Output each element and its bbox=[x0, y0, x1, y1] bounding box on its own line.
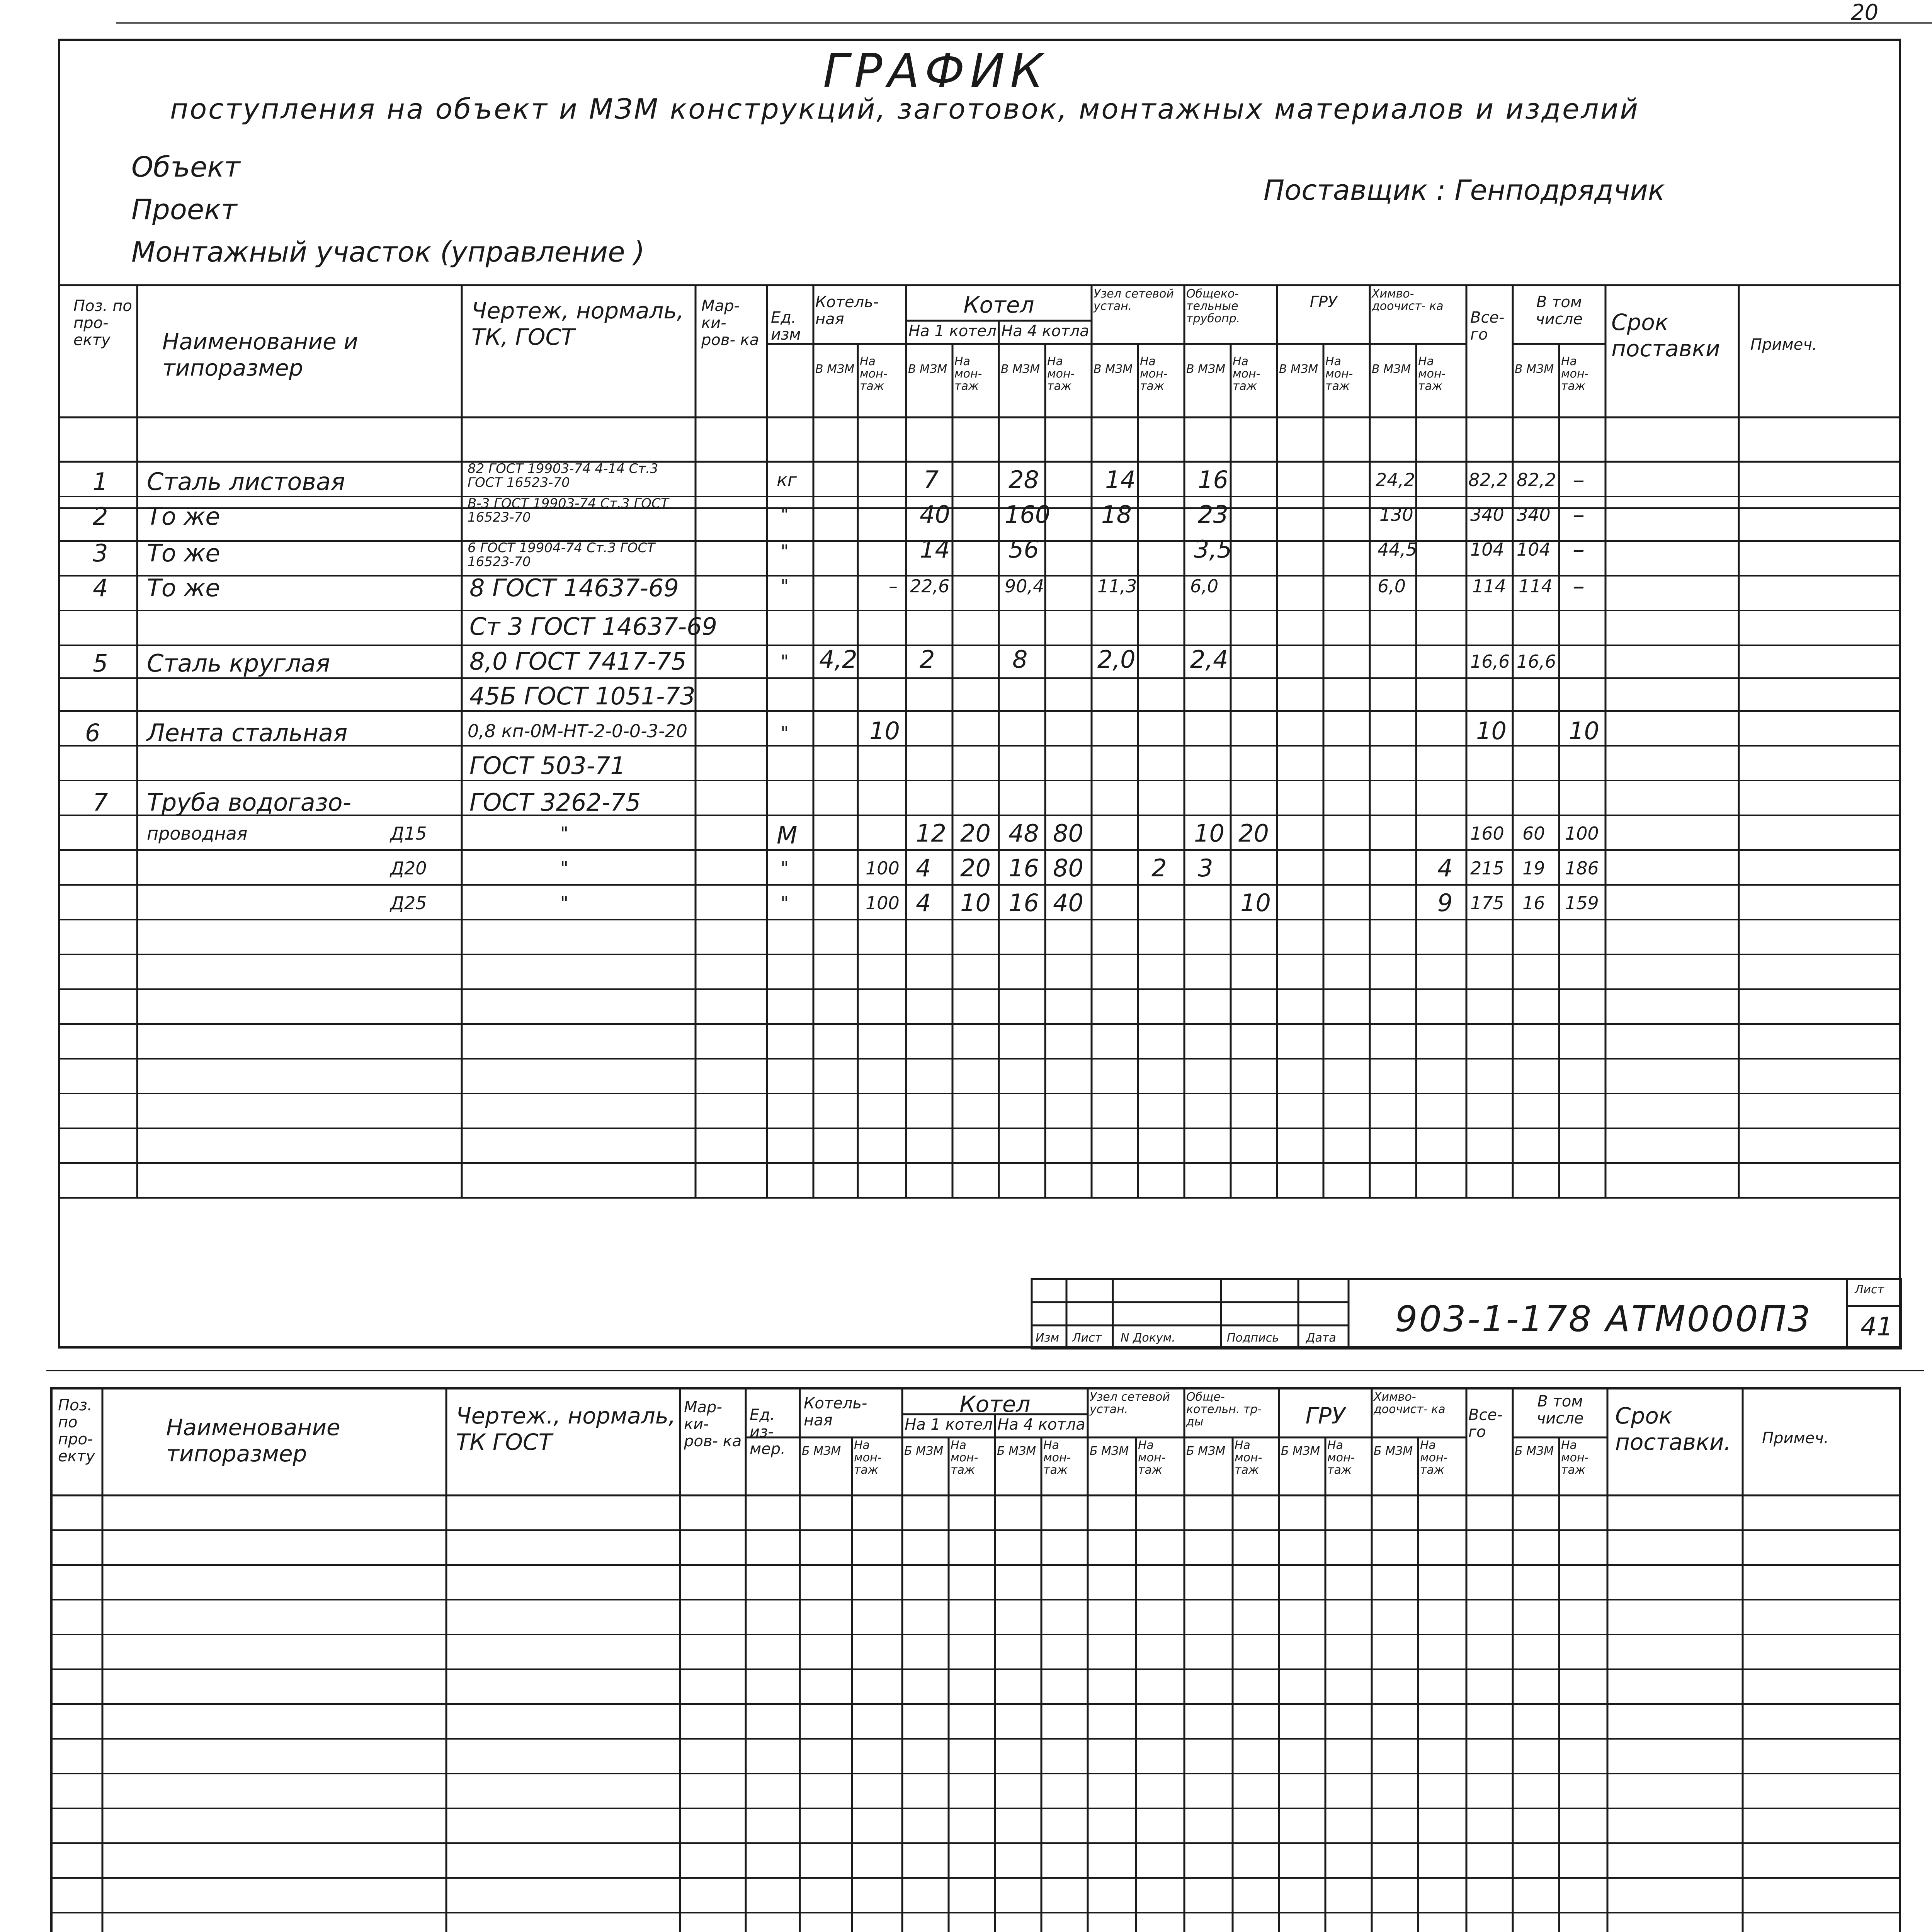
row7b-c9: 3 bbox=[1198, 854, 1213, 882]
supplier-label: Поставщик : Генподрядчик bbox=[1264, 174, 1665, 206]
stamp1-date: Дата bbox=[1306, 1331, 1336, 1345]
hdr2-pos: Поз. по про- екту bbox=[58, 1396, 95, 1465]
row7b-c2: 100 bbox=[866, 858, 900, 879]
hdr2-water: Химво- доочист- ка bbox=[1374, 1390, 1446, 1416]
row7b-c4: 20 bbox=[960, 854, 991, 882]
row4-pos: 4 bbox=[93, 574, 108, 602]
row7a-c5: 48 bbox=[1009, 819, 1039, 847]
row2-c3: 40 bbox=[920, 500, 950, 529]
row1-mont: – bbox=[1573, 466, 1585, 494]
row6-drawing: 0,8 кп-0М-НТ-2-0-0-3-20 bbox=[468, 721, 688, 742]
row6-unit: " bbox=[781, 723, 789, 743]
hdr-drawing: Чертеж, нормаль, ТК, ГОСТ bbox=[471, 298, 684, 350]
hdr-gru: ГРУ bbox=[1310, 293, 1337, 311]
row2-name: То же bbox=[147, 502, 220, 531]
row4-c5: 90,4 bbox=[1005, 576, 1044, 597]
sub-mzm: В МЗМ bbox=[1515, 362, 1554, 376]
sub2-montazh: На мон- таж bbox=[1043, 1439, 1071, 1477]
sub2-montazh: На мон- таж bbox=[1420, 1439, 1448, 1477]
row4-unit: " bbox=[781, 576, 789, 597]
row5-c1: 4,2 bbox=[819, 645, 857, 673]
row2-drawing: В-3 ГОСТ 19903-74 Ст.3 ГОСТ 16523-70 bbox=[468, 496, 669, 525]
sub-montazh: На мон- таж bbox=[1325, 355, 1353, 393]
hdr2-unit: Ед. из- мер. bbox=[750, 1406, 786, 1458]
row3-mzm: 104 bbox=[1517, 539, 1551, 560]
row5-pos: 5 bbox=[93, 649, 108, 677]
sheet1-title: ГРАФИК bbox=[823, 44, 1049, 98]
sub-montazh: На мон- таж bbox=[1047, 355, 1075, 393]
row1-c5: 28 bbox=[1009, 466, 1039, 494]
row5-total: 16,6 bbox=[1470, 651, 1510, 672]
row5-unit: " bbox=[781, 651, 789, 672]
sub2-mzm: Б МЗМ bbox=[1374, 1444, 1413, 1458]
hdr-note: Примеч. bbox=[1750, 336, 1817, 354]
project-label: Проект bbox=[131, 193, 237, 226]
row2-c5: 160 bbox=[1005, 500, 1051, 529]
hdr-pipes: Общеко- тельные трубопр. bbox=[1186, 287, 1240, 325]
sub2-montazh: На мон- таж bbox=[1138, 1439, 1166, 1477]
row6-name: Лента стальная bbox=[147, 719, 348, 747]
sub-mzm: В МЗМ bbox=[1001, 362, 1040, 376]
hdr2-total: Все- го bbox=[1468, 1406, 1503, 1441]
sub2-montazh: На мон- таж bbox=[1327, 1439, 1355, 1477]
row5-drawing: 8,0 ГОСТ 7417-75 bbox=[469, 647, 687, 675]
sub2-montazh: На мон- таж bbox=[1561, 1439, 1589, 1477]
row3-unit: " bbox=[781, 541, 789, 562]
row7b-total: 215 bbox=[1470, 858, 1504, 879]
row5-mzm: 16,6 bbox=[1517, 651, 1556, 672]
sub-mzm: В МЗМ bbox=[1279, 362, 1318, 376]
sheet-separator bbox=[46, 1370, 1924, 1371]
row4-total: 114 bbox=[1472, 576, 1506, 597]
row3-c9: 3,5 bbox=[1194, 535, 1232, 563]
row4-drawing: 8 ГОСТ 14637-69 bbox=[469, 574, 679, 602]
hdr2-drawing: Чертеж., нормаль, ТК ГОСТ bbox=[456, 1403, 676, 1455]
row1-total: 82,2 bbox=[1468, 469, 1508, 490]
sub-mzm: В МЗМ bbox=[815, 362, 855, 376]
sub2-mzm: Б МЗМ bbox=[1186, 1444, 1226, 1458]
row4-c7: 11,3 bbox=[1097, 576, 1137, 597]
row7c-c6: 40 bbox=[1053, 889, 1083, 917]
row7c-c5: 16 bbox=[1009, 889, 1039, 917]
row6b-drawing: ГОСТ 503-71 bbox=[469, 752, 626, 780]
row7a-c9: 10 bbox=[1194, 819, 1225, 847]
row2-c7: 18 bbox=[1101, 500, 1132, 529]
row1-c9: 16 bbox=[1198, 466, 1228, 494]
sub-montazh: На мон- таж bbox=[954, 355, 982, 393]
sub2-montazh: На мон- таж bbox=[1235, 1439, 1262, 1477]
hdr2-network: Узел сетевой устан. bbox=[1090, 1390, 1170, 1416]
row1-c3: 7 bbox=[923, 466, 939, 494]
row7a-size: Д15 bbox=[390, 823, 427, 844]
sheet1-subtitle: поступления на объект и МЗМ конструкций, заготовок, монтажных материалов и изделий bbox=[170, 93, 1639, 125]
sub-montazh: На мон- таж bbox=[860, 355, 888, 393]
row5-c3: 2 bbox=[920, 645, 935, 673]
hdr-boiler-house: Котель- ная bbox=[815, 293, 879, 328]
row6-mont: 10 bbox=[1569, 717, 1599, 745]
row1-c7: 14 bbox=[1105, 466, 1136, 494]
row7a-mont: 100 bbox=[1565, 823, 1599, 844]
row7b-c3: 4 bbox=[916, 854, 931, 882]
row7c-unit: " bbox=[781, 893, 789, 913]
hdr-mark: Мар- ки- ров- ка bbox=[701, 297, 759, 349]
row7b-c8: 2 bbox=[1151, 854, 1167, 882]
sub2-montazh: На мон- таж bbox=[951, 1439, 978, 1477]
row2-unit: " bbox=[781, 504, 789, 525]
row5b-drawing: 45Б ГОСТ 1051-73 bbox=[469, 682, 696, 710]
stamp1-sign: Подпись bbox=[1227, 1331, 1279, 1345]
row6-pos: 6 bbox=[85, 719, 100, 747]
hdr-boiler: Котел bbox=[963, 292, 1034, 318]
row6-c2: 10 bbox=[869, 717, 900, 745]
row7-pos: 7 bbox=[93, 788, 108, 816]
row7-name: Труба водогазо- bbox=[147, 788, 351, 816]
row7b-unit: " bbox=[781, 858, 789, 879]
row2-mont: – bbox=[1573, 500, 1585, 529]
row5-c5: 8 bbox=[1012, 645, 1028, 673]
stamp1-doc: N Докум. bbox=[1121, 1331, 1175, 1345]
hdr2-pipes: Обще- котельн. тр-ды bbox=[1186, 1390, 1262, 1429]
row2-c9: 23 bbox=[1198, 500, 1228, 529]
row4b-drawing: Ст 3 ГОСТ 14637-69 bbox=[469, 612, 717, 641]
stamp1-list: Лист bbox=[1072, 1331, 1102, 1345]
row5-c7: 2,0 bbox=[1097, 645, 1136, 673]
stamp1-izm: Изм bbox=[1036, 1331, 1060, 1345]
row4-c3: 22,6 bbox=[910, 576, 950, 597]
row1-c13: 24,2 bbox=[1376, 469, 1415, 490]
hdr2-term: Срок поставки. bbox=[1615, 1403, 1731, 1455]
sub-montazh: На мон- таж bbox=[1561, 355, 1589, 393]
sub-mzm: В МЗМ bbox=[1186, 362, 1226, 376]
sub2-montazh: На мон- таж bbox=[854, 1439, 882, 1477]
row7c-c10: 10 bbox=[1240, 889, 1271, 917]
hdr-unit: Ед. изм bbox=[771, 309, 801, 344]
row7b-c6: 80 bbox=[1053, 854, 1083, 882]
row7c-c3: 4 bbox=[916, 889, 931, 917]
hdr-term: Срок поставки bbox=[1611, 309, 1720, 362]
hdr-incl: В том числе bbox=[1536, 293, 1583, 328]
row7a-c4: 20 bbox=[960, 819, 991, 847]
hdr2-name: Наименование типоразмер bbox=[166, 1414, 340, 1467]
hdr2-boiler-house: Котель- ная bbox=[804, 1395, 867, 1429]
row5-name: Сталь круглая bbox=[147, 649, 330, 677]
hdr2-boiler: Котел bbox=[959, 1391, 1031, 1417]
row7b-drawing: " bbox=[560, 858, 569, 879]
row2-pos: 2 bbox=[93, 502, 108, 531]
sub2-mzm: Б МЗМ bbox=[1281, 1444, 1320, 1458]
hdr-boiler-1: На 1 котел bbox=[908, 322, 997, 340]
row7a-c10: 20 bbox=[1238, 819, 1269, 847]
row7c-c2: 100 bbox=[866, 893, 900, 913]
sub-montazh: На мон- таж bbox=[1140, 355, 1168, 393]
row7a-total: 160 bbox=[1470, 823, 1504, 844]
row7a-c3: 12 bbox=[916, 819, 946, 847]
row7c-drawing: " bbox=[560, 893, 569, 913]
hdr2-boiler-1: На 1 котел bbox=[905, 1416, 993, 1434]
hdr-boiler-4: На 4 котла bbox=[1001, 322, 1089, 340]
sub-montazh: На мон- таж bbox=[1418, 355, 1446, 393]
row3-pos: 3 bbox=[93, 539, 108, 567]
row4-mzm: 114 bbox=[1519, 576, 1553, 597]
row1-pos: 1 bbox=[93, 468, 108, 496]
sub2-mzm: Б МЗМ bbox=[802, 1444, 841, 1458]
hdr2-mark: Мар- ки- ров- ка bbox=[684, 1398, 742, 1450]
hdr-water: Химво- доочист- ка bbox=[1372, 287, 1444, 313]
row2-c13: 130 bbox=[1379, 504, 1413, 525]
row1-name: Сталь листовая bbox=[147, 468, 345, 496]
row3-c3: 14 bbox=[920, 535, 950, 563]
row7a-name: проводная bbox=[147, 823, 248, 844]
hdr2-incl: В том числе bbox=[1536, 1393, 1584, 1427]
row7c-total: 175 bbox=[1470, 893, 1504, 913]
row3-c13: 44,5 bbox=[1378, 539, 1417, 560]
row3-drawing: 6 ГОСТ 19904-74 Ст.3 ГОСТ 16523-70 bbox=[468, 540, 655, 570]
row1-mzm: 82,2 bbox=[1517, 469, 1556, 490]
object-label: Объект bbox=[131, 151, 240, 183]
row4-mont: – bbox=[1573, 572, 1585, 600]
stamp1-sheet-number: 41 bbox=[1861, 1312, 1893, 1342]
row7b-c5: 16 bbox=[1009, 854, 1039, 882]
row4-name: То же bbox=[147, 574, 220, 602]
row3-total: 104 bbox=[1470, 539, 1504, 560]
row4-c13: 6,0 bbox=[1378, 576, 1406, 597]
hdr-network: Узел сетевой устан. bbox=[1094, 287, 1174, 313]
hdr-pos: Поз. по про- екту bbox=[73, 297, 132, 349]
row7c-mont: 159 bbox=[1565, 893, 1599, 913]
sub-montazh: На мон- таж bbox=[1233, 355, 1260, 393]
sub2-mzm: Б МЗМ bbox=[1515, 1444, 1554, 1458]
corner-page-number: 20 bbox=[1851, 0, 1879, 25]
row2-total: 340 bbox=[1470, 504, 1504, 525]
hdr-name: Наименование и типоразмер bbox=[162, 328, 358, 381]
row7a-mzm: 60 bbox=[1522, 823, 1545, 844]
sub-mzm: В МЗМ bbox=[1094, 362, 1133, 376]
row7c-c4: 10 bbox=[960, 889, 991, 917]
row1-drawing: 82 ГОСТ 19903-74 4-14 Ст.3 ГОСТ 16523-70 bbox=[468, 461, 658, 490]
row1-unit: кг bbox=[777, 469, 797, 490]
row3-mont: – bbox=[1573, 535, 1585, 563]
row7a-unit: М bbox=[777, 821, 798, 849]
sub2-mzm: Б МЗМ bbox=[997, 1444, 1036, 1458]
row3-name: То же bbox=[147, 539, 220, 567]
sub-mzm: В МЗМ bbox=[1372, 362, 1411, 376]
row7b-mont: 186 bbox=[1565, 858, 1599, 879]
row4-c9: 6,0 bbox=[1190, 576, 1219, 597]
row7b-c14: 4 bbox=[1437, 854, 1453, 882]
row7c-mzm: 16 bbox=[1522, 893, 1545, 913]
hdr2-note: Примеч. bbox=[1762, 1429, 1829, 1447]
row7b-size: Д20 bbox=[390, 858, 427, 879]
stamp1-sheet-label: Лист bbox=[1855, 1283, 1884, 1296]
row6-total: 10 bbox=[1476, 717, 1507, 745]
stamp1-code: 903-1-178 АТМ000П3 bbox=[1395, 1298, 1812, 1340]
row7c-c14: 9 bbox=[1437, 889, 1453, 917]
row4-c2: – bbox=[889, 576, 898, 597]
hdr2-boiler-4: На 4 котла bbox=[997, 1416, 1085, 1434]
row7c-size: Д25 bbox=[390, 893, 427, 913]
row2-mzm: 340 bbox=[1517, 504, 1551, 525]
row3-c5: 56 bbox=[1009, 535, 1039, 563]
row7a-c6: 80 bbox=[1053, 819, 1083, 847]
row7a-drawing: " bbox=[560, 823, 569, 844]
row5-c9: 2,4 bbox=[1190, 645, 1228, 673]
site-label: Монтажный участок (управление ) bbox=[131, 236, 645, 268]
row7b-mzm: 19 bbox=[1522, 858, 1545, 879]
sub-mzm: В МЗМ bbox=[908, 362, 947, 376]
hdr-total: Все- го bbox=[1470, 309, 1505, 344]
sub2-mzm: Б МЗМ bbox=[904, 1444, 944, 1458]
row7-drawing: ГОСТ 3262-75 bbox=[469, 788, 641, 816]
sub2-mzm: Б МЗМ bbox=[1090, 1444, 1129, 1458]
hdr2-gru: ГРУ bbox=[1305, 1403, 1345, 1429]
